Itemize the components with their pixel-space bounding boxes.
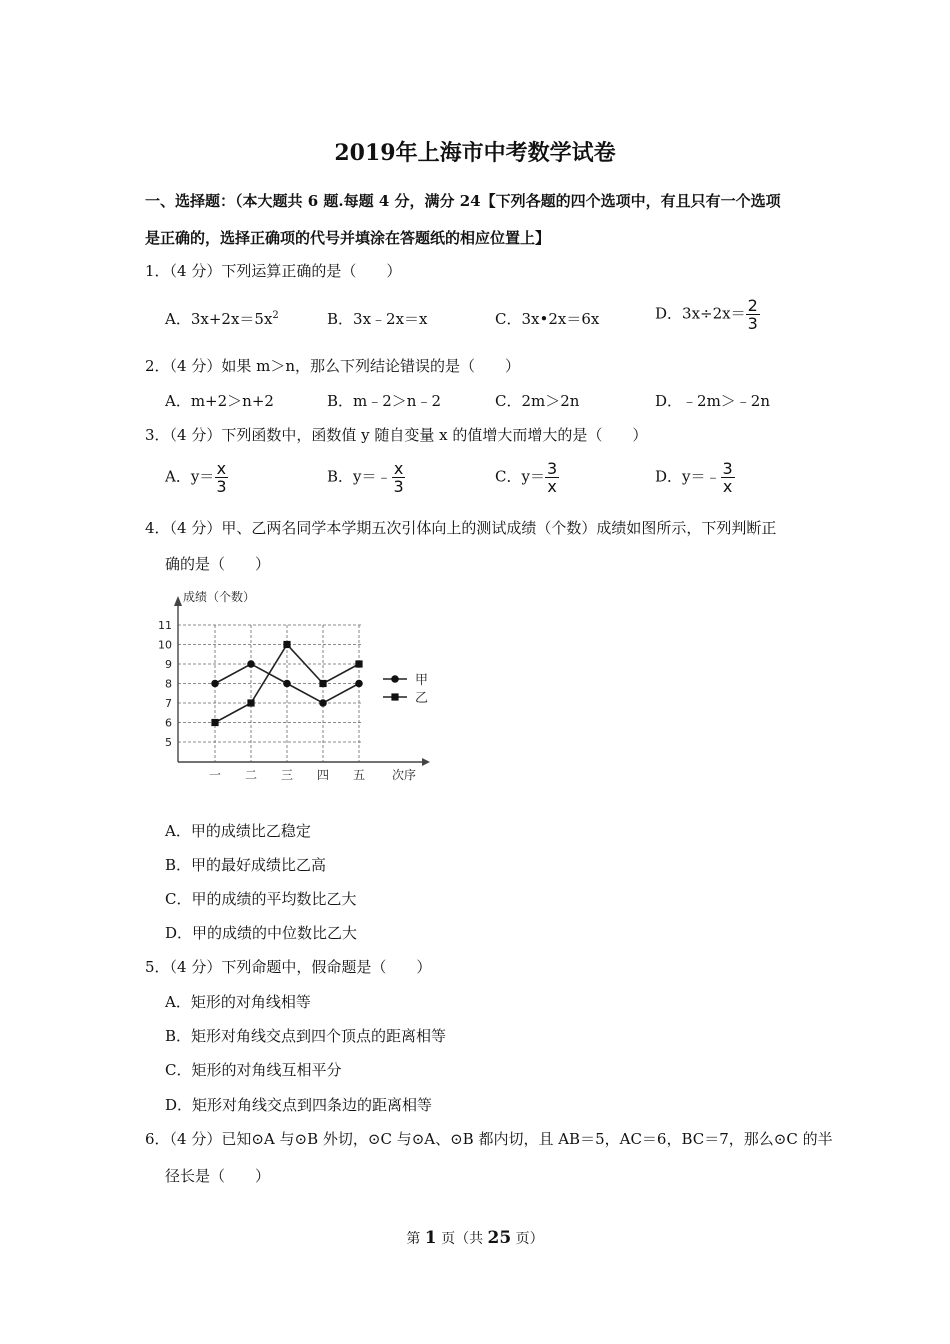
fraction: $\frac{x}{3}$ <box>393 459 404 496</box>
q1-option-b: B．3x﹣2x＝x <box>327 310 428 328</box>
x-tick-label: 一 <box>208 768 222 782</box>
q1-option-d: D．3x÷2x＝ $\frac{2}{3}$ <box>655 296 758 333</box>
legend-label: 甲 <box>415 673 429 688</box>
data-point <box>247 660 255 668</box>
legend-marker <box>391 693 398 700</box>
q2-option-b: B．m﹣2＞n﹣2 <box>327 392 441 410</box>
chart-legend <box>383 673 428 706</box>
question-1-stem: 1．（4 分）下列运算正确的是（ ） <box>145 262 402 280</box>
y-tick-label: 7 <box>165 697 172 710</box>
q5-option-a: A．矩形的对角线相等 <box>165 993 311 1011</box>
question-4-stem-line1: 4．（4 分）甲、乙两名同学本学期五次引体向上的测试成绩（个数）成绩如图所示，下列判断正 <box>145 519 777 537</box>
q5-option-b: B．矩形对角线交点到四个顶点的距离相等 <box>165 1027 447 1045</box>
question-6-stem-line2: 径长是（ ） <box>165 1167 271 1185</box>
page-total: 25 <box>487 1228 512 1248</box>
q4-option-b: B．甲的最好成绩比乙高 <box>165 856 327 874</box>
y-tick-label: 5 <box>165 736 172 749</box>
question-5-stem: 5．（4 分）下列命题中，假命题是（ ） <box>145 958 432 976</box>
x-tick-label: 三 <box>280 768 294 782</box>
q3-option-d: D．y＝﹣ $\frac{3}{x}$ <box>655 459 733 496</box>
legend-marker <box>391 675 399 683</box>
fraction: $\frac{x}{3}$ <box>216 459 227 496</box>
section-heading-line1: 一、选择题：（本大题共 6 题.每题 4 分，满分 24【下列各题的四个选项中，有且只有一个选项 <box>145 192 781 210</box>
q4-option-c: C．甲的成绩的平均数比乙大 <box>165 890 357 908</box>
data-point <box>283 680 291 688</box>
q1-option-a: A．$3x+2x=5x^2$ <box>165 310 279 328</box>
section-heading-line2: 是正确的，选择正确项的代号并填涂在答题纸的相应位置上】 <box>145 229 551 247</box>
x-tick-label: 四 <box>316 768 330 782</box>
y-axis-label: 成绩（个数） <box>183 590 256 604</box>
page-footer: 第 1 页（共 25 页） <box>406 1228 544 1248</box>
q3-option-c: C．y＝ $\frac{3}{x}$ <box>495 459 558 496</box>
fraction: $\frac{3}{x}$ <box>722 459 733 496</box>
question-4-stem-line2: 确的是（ ） <box>165 555 271 573</box>
data-point <box>283 641 290 648</box>
q3-option-b: B．y＝﹣ $\frac{x}{3}$ <box>327 459 404 496</box>
y-tick-label: 8 <box>165 677 172 691</box>
question-3-stem: 3．（4 分）下列函数中，函数值 y 随自变量 x 的值增大而增大的是（ ） <box>145 426 648 444</box>
q1-option-c: C．3x•2x＝6x <box>495 310 600 328</box>
q4-option-a: A．甲的成绩比乙稳定 <box>165 822 311 840</box>
q4-option-d: D．甲的成绩的中位数比乙大 <box>165 924 358 942</box>
page-title: 2019年上海市中考数学试卷 <box>334 140 616 166</box>
x-tick-label: 五 <box>352 768 366 782</box>
q2-option-a: A．m+2＞n+2 <box>165 392 274 410</box>
chart-ticks <box>158 619 365 782</box>
x-axis-arrow <box>422 758 430 766</box>
data-point <box>211 680 219 688</box>
data-point <box>211 719 218 726</box>
question-2-stem: 2．（4 分）如果 m＞n，那么下列结论错误的是（ ） <box>145 357 521 375</box>
y-axis-arrow <box>174 596 182 606</box>
page-number: 1 <box>424 1228 437 1248</box>
y-tick-label: 10 <box>158 638 172 652</box>
x-axis-label: 次序 <box>392 768 417 782</box>
legend-label: 乙 <box>415 691 429 706</box>
data-point <box>319 699 327 707</box>
y-tick-label: 11 <box>158 619 172 632</box>
q2-option-c: C．2m＞2n <box>495 392 580 410</box>
score-line-chart <box>150 582 450 787</box>
fraction: $\frac{2}{3}$ <box>747 296 758 333</box>
x-tick-label: 二 <box>244 768 258 782</box>
data-point <box>355 660 362 667</box>
q3-option-a: A．y＝ $\frac{x}{3}$ <box>165 459 227 496</box>
data-point <box>319 680 326 687</box>
q5-option-d: D．矩形对角线交点到四条边的距离相等 <box>165 1096 433 1114</box>
chart-grid <box>178 625 363 762</box>
data-point <box>247 699 254 706</box>
y-tick-label: 6 <box>165 716 172 730</box>
fraction: $\frac{3}{x}$ <box>546 459 558 496</box>
question-6-stem-line1: 6．（4 分）已知⊙A 与⊙B 外切，⊙C 与⊙A、⊙B 都内切，且 AB＝5，AC＝6，BC＝7，那么⊙C 的半 <box>145 1130 833 1148</box>
q2-option-d: D．﹣2m＞﹣2n <box>655 392 770 410</box>
q5-option-c: C．矩形的对角线互相平分 <box>165 1061 342 1079</box>
data-point <box>355 680 363 688</box>
y-tick-label: 9 <box>165 658 172 671</box>
